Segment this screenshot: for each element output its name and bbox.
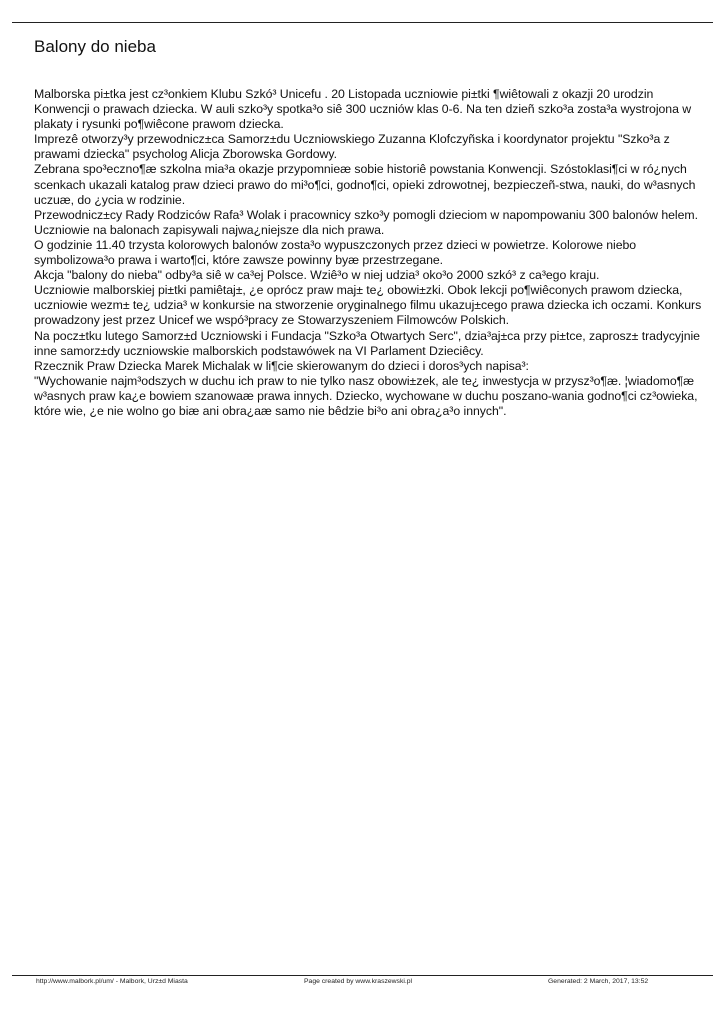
footer-created-by: Page created by www.kraszewski.pl [304, 978, 413, 985]
article-paragraph: Rzecznik Praw Dziecka Marek Michalak w li¶cie skierowanym do dzieci i doros³ych napisa³: [34, 358, 529, 373]
bottom-rule [12, 975, 713, 976]
article-paragraph: Przewodnicz±cy Rady Rodziców Rafa³ Wolak i pracownicy szko³y pomogli dzieciom w napompowaniu 300 balonów helem. Uczniowie na balonach zapisywali najwa¿niejsze dla nich prawa. [34, 207, 698, 237]
article-paragraph: Akcja "balony do nieba" odby³a siê w ca³ej Polsce. Wziê³o w niej udzia³ oko³o 2000 szkó³ z ca³ego kraju. [34, 268, 600, 283]
article-paragraph: Imprezê otworzy³y przewodnicz±ca Samorz±du Uczniowskiego Zuzanna Klofczyñska i koordynator projektu "Szko³a z prawami dziecka" psycholog Alicja Zborowska Gordowy. [34, 132, 670, 162]
page-footer [0, 977, 725, 987]
article-paragraph: Na pocz±tku lutego Samorz±d Uczniowski i Fundacja "Szko³a Otwartych Serc", dzia³aj±ca przy pi±tce, zaprosz± tradycyjnie inne samorz±dy uczniowskie malborskich podstawówek na VI Parlament Dzieciêcy. [34, 328, 700, 358]
footer-generated-date: Generated: 2 March, 2017, 13:52 [548, 978, 649, 985]
article-paragraph: Uczniowie malborskiej pi±tki pamiêtaj±, ¿e oprócz praw maj± te¿ obowi±zki. Obok lekcji po¶wiêconych prawom dziecka, uczniowie wezm± te¿ udzia³ w konkursie na stworzenie oryginalnego filmu ukazuj±cego prawa dziecka ich oczami. Konkurs prowadzony jest przez Unicef we wspó³pracy ze Stowarzyszeniem Filmowców Polskich. [34, 283, 702, 328]
article-paragraph: Malborska pi±tka jest cz³onkiem Klubu Szkó³ Unicefu . 20 Listopada uczniowie pi±tki ¶wiêtowali z okazji 20 urodzin Konwencji o prawach dziecka. W auli szko³y spotka³o siê 300 uczniów klas 0-6. Na ten dzieñ szko³a zosta³a wystrojona w plakaty i rysunki po¶wiêcone prawom dziecka. [34, 87, 692, 132]
article-paragraph: Zebrana spo³eczno¶æ szkolna mia³a okazje przypomnieæ sobie historiê powstania Konwencji. Szóstoklasi¶ci w ró¿nych scenkach ukazali katalog praw dzieci prawo do mi³o¶ci, godno¶ci, opieki zdrowotnej, bezpieczeñ-stwa, nauki, do w³asnych uczuæ, do ¿ycia w rodzinie. [34, 162, 696, 207]
article-paragraph: "Wychowanie najm³odszych w duchu ich praw to nie tylko nasz obowi±zek, ale te¿ inwestycja w przysz³o¶æ. ¦wiadomo¶æ w³asnych praw ka¿e bowiem szanowaæ prawa innych. Dziecko, wychowane w duchu poszano-wania godno¶ci cz³owieka, które wie, ¿e nie wolno go biæ ani obra¿aæ samo nie bêdzie bi³o ani obra¿a³o innych". [34, 373, 698, 418]
page-title: Balony do nieba [34, 37, 156, 56]
footer-source-url: http://www.malbork.pl/um/ - Malbork, Urz±d Miasta [36, 978, 188, 985]
top-rule [12, 22, 713, 23]
article-body [34, 87, 702, 419]
article-paragraph: O godzinie 11.40 trzysta kolorowych balonów zosta³o wypuszczonych przez dzieci w powietrze. Kolorowe niebo symbolizowa³o prawa i warto¶ci, które zawsze powinny byæ przestrzegane. [34, 237, 637, 268]
